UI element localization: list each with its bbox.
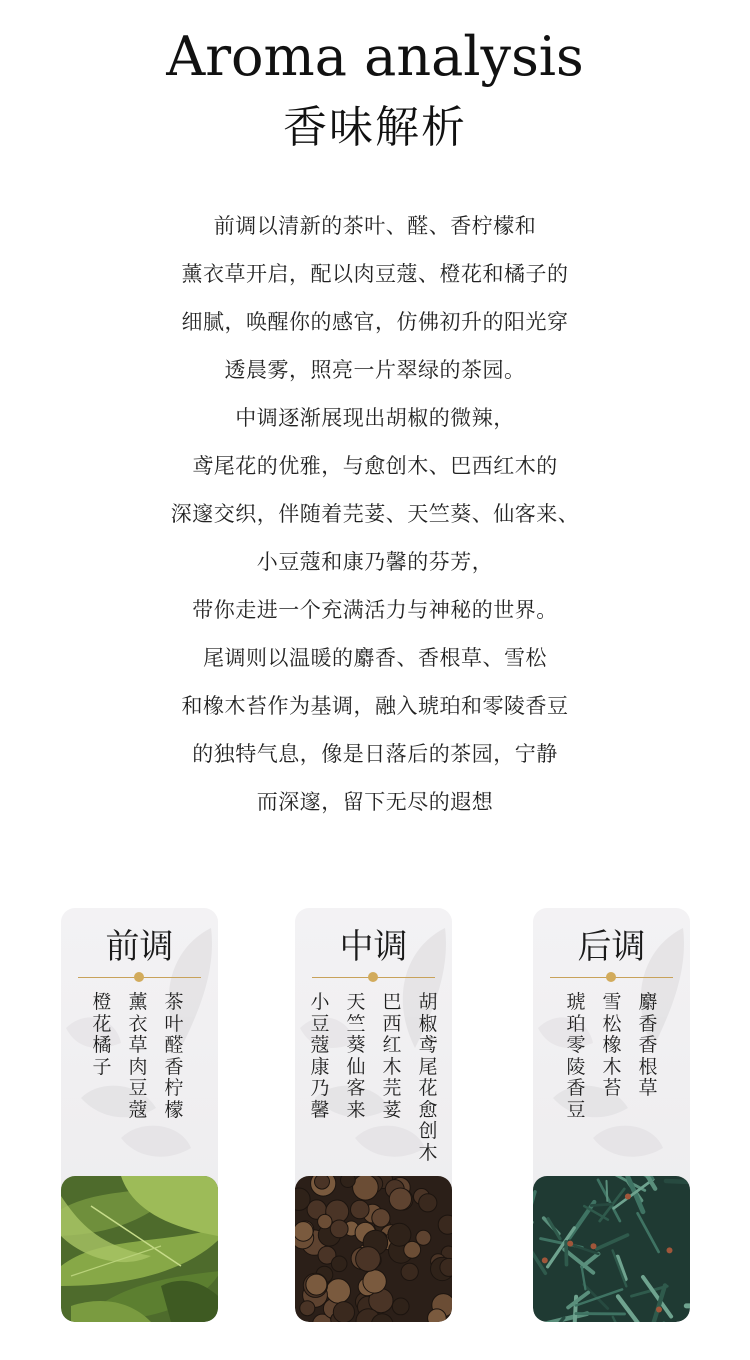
note-column: 橙花橘子 xyxy=(92,991,112,1078)
black-peppercorns-image xyxy=(295,1176,452,1322)
top-notes-card xyxy=(61,908,218,1322)
green-tea-leaves-image xyxy=(61,1176,218,1322)
note-column: 麝香香根草 xyxy=(638,991,658,1099)
base-notes-card xyxy=(533,908,690,1322)
note-column: 小豆蔻康乃馨 xyxy=(310,991,330,1121)
note-column: 茶叶醛香柠檬 xyxy=(164,991,184,1121)
note-column: 雪松橡木苔 xyxy=(602,991,622,1099)
note-column: 胡椒鸢尾花愈创木 xyxy=(418,991,438,1164)
page-title-en: Aroma analysis xyxy=(166,25,584,88)
description-line: 深邃交织，伴随着芫荽、天竺葵、仙客来、 xyxy=(170,502,580,526)
description-line: 而深邃，留下无尽的遐想 xyxy=(256,790,494,814)
description-line: 小豆蔻和康乃馨的芬芳， xyxy=(256,550,494,574)
description-line: 薰衣草开启，配以肉豆蔻、橙花和橘子的 xyxy=(181,262,569,286)
note-column: 巴西红木芫荽 xyxy=(382,991,402,1121)
description-line: 前调以清新的茶叶、醛、香柠檬和 xyxy=(213,214,537,238)
note-list xyxy=(295,992,452,1172)
description-line: 细腻，唤醒你的感官，仿佛初升的阳光穿 xyxy=(181,310,569,334)
page-title-zh: 香味解析 xyxy=(283,102,467,153)
pine-branches-image xyxy=(533,1176,690,1322)
description-line: 的独特气息，像是日落后的茶园，宁静 xyxy=(192,742,558,766)
divider-dot xyxy=(134,972,144,982)
card-title: 中调 xyxy=(339,927,408,967)
note-list xyxy=(61,992,218,1172)
description xyxy=(0,202,750,826)
note-column: 薰衣草肉豆蔻 xyxy=(128,991,148,1121)
divider-dot xyxy=(606,972,616,982)
description-line: 和橡木苔作为基调，融入琥珀和零陵香豆 xyxy=(181,694,569,718)
description-line: 带你走进一个充满活力与神秘的世界。 xyxy=(192,598,558,622)
description-line: 尾调则以温暖的麝香、香根草、雪松 xyxy=(203,646,547,670)
middle-notes-card xyxy=(295,908,452,1322)
description-line: 中调逐渐展现出胡椒的微辣， xyxy=(235,406,515,430)
divider-dot xyxy=(368,972,378,982)
description-line: 鸢尾花的优雅，与愈创木、巴西红木的 xyxy=(192,454,558,478)
note-list xyxy=(533,992,690,1172)
card-title: 后调 xyxy=(577,927,646,967)
description-line: 透晨雾，照亮一片翠绿的茶园。 xyxy=(224,358,526,382)
note-column: 天竺葵仙客来 xyxy=(346,991,366,1121)
card-title: 前调 xyxy=(105,927,174,967)
note-column: 琥珀零陵香豆 xyxy=(566,991,586,1121)
